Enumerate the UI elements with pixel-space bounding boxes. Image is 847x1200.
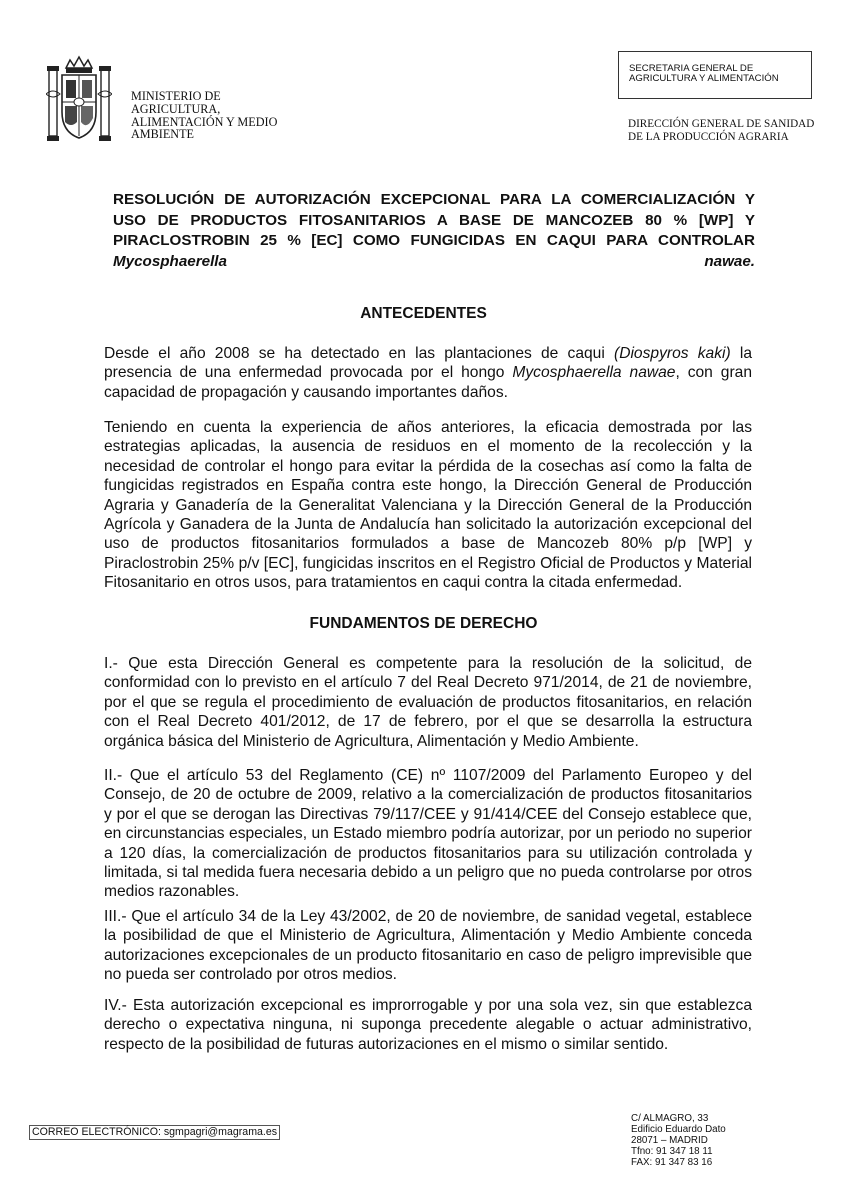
secretaria-box bbox=[618, 51, 812, 99]
postal-address bbox=[631, 1113, 726, 1168]
fundamentos-heading: FUNDAMENTOS DE DERECHO bbox=[309, 615, 538, 632]
ministry-line: MINISTERIO DE bbox=[131, 89, 221, 103]
coat-of-arms-icon bbox=[46, 54, 112, 146]
antecedentes-paragraph-1 bbox=[104, 344, 752, 402]
fundamentos-paragraph-4: IV.- Esta autorización excepcional es improrrogable y por una sola vez, sin que establezca derecho o expectativa ninguna, ni suponga precedente alegable o actuar administrativo, respecto de la posibilidad de futuras autorizaciones en el mismo o similar sentido. bbox=[104, 997, 752, 1053]
direccion-line: DE LA PRODUCCIÓN AGRARIA bbox=[628, 131, 789, 143]
contact-email: CORREO ELECTRÓNICO: sgmpagri@magrama.es bbox=[29, 1125, 280, 1140]
secretaria-line: SECRETARIA GENERAL DE bbox=[629, 63, 754, 74]
resolution-title bbox=[113, 190, 755, 272]
ministry-line: AGRICULTURA, bbox=[131, 101, 221, 116]
address-line: Tfno: 91 347 18 11 bbox=[631, 1146, 713, 1157]
antecedentes-paragraph-2: Teniendo en cuenta la experiencia de años anteriores, la eficacia demostrada por las estrategias aplicadas, la ausencia de residuos en el momento de la recolección y la necesidad de controlar el hongo para evitar la pérdida de la cosechas así como la falta de fungicidas registrados en España contra este hongo, la Dirección General de Producción Agraria y Ganadería de la Generalitat Valenciana y la Dirección General de la Producción Agrícola y Ganadera de la Junta de Andalucía han solicitado la autorización excepcional del uso de productos fitosanitarios formulados a base de Mancozeb 80% p/p [WP] y Piraclostrobin 25% p/v [EC], fungicidas inscritos en el Registro Oficial de Productos y Material Fitosanitario en otros usos, para tratamientos en caqui contra la citada enfermedad. bbox=[104, 419, 752, 592]
title-line: PIRACLOSTROBIN 25 % [EC] COMO FUNGICIDAS EN CAQUI PARA CONTROLAR bbox=[113, 232, 755, 249]
species-name: (Diospyros kaki) bbox=[614, 345, 731, 362]
fundamentos-paragraph-2: II.- Que el artículo 53 del Reglamento (CE) nº 1107/2009 del Parlamento Europeo y del Consejo, de 20 de octubre de 2009, relativo a la comercialización de productos fitosanitarios y por el que se derogan las Directivas 79/117/CEE y 91/414/CEE del Consejo establece que, en circunstancias especiales, un Estado miembro podría autorizar, por un periodo no superior a 120 días, la comercialización de productos fitosanitarios para su utilización controlada y limitada, si tal medida fuera necesaria debido a un peligro que no pueda controlarse por otros medios razonables. bbox=[104, 767, 752, 901]
ministry-name bbox=[131, 90, 277, 141]
secretaria-line: AGRICULTURA Y ALIMENTACIÓN bbox=[629, 73, 779, 85]
address-line: FAX: 91 347 83 16 bbox=[631, 1157, 713, 1168]
title-line: RESOLUCIÓN DE AUTORIZACIÓN EXCEPCIONAL PARA LA COMERCIALIZACIÓN Y bbox=[113, 191, 755, 208]
fundamentos-paragraph-1: I.- Que esta Dirección General es competente para la resolución de la solicitud, de conformidad con lo previsto en el artículo 7 del Real Decreto 971/2014, de 21 de noviembre, por el que se regula el procedimiento de evaluación de productos fitosanitarios, en relación con el Real Decreto 401/2012, de 17 de febrero, por el que se desarrolla la estructura orgánica básica del Ministerio de Agricultura, Alimentación y Medio Ambiente. bbox=[104, 655, 752, 750]
text-segment: Desde el año 2008 se ha detectado en las plantaciones de caqui bbox=[104, 345, 615, 362]
text-segment: , con gran capacidad de propagación y causando importantes daños. bbox=[104, 364, 752, 401]
address-line: Edificio Eduardo Dato bbox=[631, 1124, 726, 1135]
organism-name: Mycosphaerella nawae bbox=[512, 364, 676, 382]
address-line: C/ ALMAGRO, 33 bbox=[631, 1113, 709, 1124]
direccion-line: DIRECCIÓN GENERAL DE SANIDAD bbox=[628, 118, 815, 130]
text-segment: la presencia de una enfermedad provocada por el hongo bbox=[104, 345, 752, 382]
title-line: USO DE PRODUCTOS FITOSANITARIOS A BASE DE MANCOZEB 80 % [WP] Y bbox=[113, 211, 755, 229]
title-line bbox=[113, 252, 755, 273]
address-line: 28071 – MADRID bbox=[631, 1135, 708, 1146]
title-organism: Mycosphaerella nawae. bbox=[113, 252, 755, 270]
ministry-line: AMBIENTE bbox=[131, 127, 194, 142]
fundamentos-paragraph-3: III.- Que el artículo 34 de la Ley 43/2002, de 20 de noviembre, de sanidad vegetal, establece la posibilidad de que el Ministerio de Agricultura, Alimentación y Medio Ambiente conceda autorizaciones excepcionales de un producto fitosanitario en caso de peligro imprevisible que no pueda ser controlado por otros medios. bbox=[104, 908, 752, 984]
ministry-line: ALIMENTACIÓN Y MEDIO bbox=[131, 114, 278, 129]
antecedentes-heading: ANTECEDENTES bbox=[360, 305, 487, 322]
direccion-general bbox=[628, 118, 814, 144]
